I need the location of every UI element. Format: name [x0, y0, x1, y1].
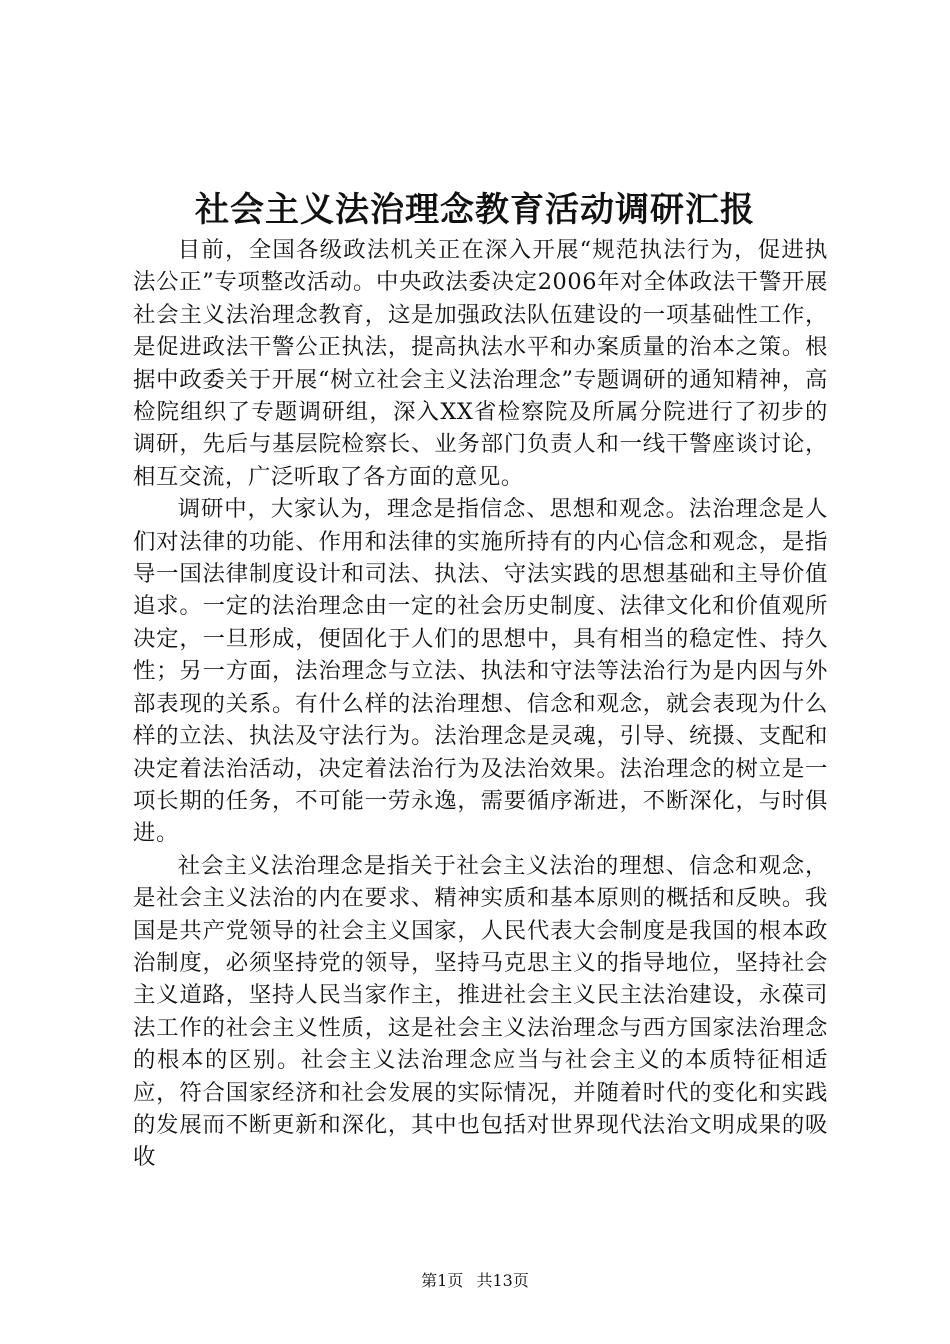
page-number: 第1页 [421, 1271, 464, 1290]
page-footer [0, 1270, 950, 1292]
document-title: 社会主义法治理念教育活动调研汇报 [195, 190, 755, 230]
paragraph-3: 社会主义法治理念是指关于社会主义法治的理想、信念和观念，是社会主义法治的内在要求、精神实质和基本原则的概括和反映。我国是共产党领导的社会主义国家，人民代表大会制度是我国的根本政治制度，必须坚持党的领导，坚持马克思主义的指导地位，坚持社会主义道路，坚持人民当家作主，推进社会主义民主法治建设，永葆司法工作的社会主义性质，这是社会主义法治理念与西方国家法治理念的根本的区别。社会主义法治理念应当与社会主义的本质特征相适应，符合国家经济和社会发展的实际情况，并随着时代的变化和实践的发展而不断更新和深化，其中也包括对世界现代法治文明成果的吸收 [133, 852, 828, 1171]
document-body [133, 234, 828, 1174]
paragraph-2: 调研中，大家认为，理念是指信念、思想和观念。法治理念是人们对法律的功能、作用和法律的实施所持有的内心信念和观念，是指导一国法律制度设计和司法、执法、守法实践的思想基础和主导价值追求。一定的法治理念由一定的社会历史制度、法律文化和价值观所决定，一旦形成，便固化于人们的思想中，具有相当的稳定性、持久性；另一方面，法治理念与立法、执法和守法等法治行为是内因与外部表现的关系。有什么样的法治理想、信念和观念，就会表现为什么样的立法、执法及守法行为。法治理念是灵魂，引导、统摄、支配和决定着法治活动，决定着法治行为及法治效果。法治理念的树立是一项长期的任务，不可能一劳永逸，需要循序渐进，不断深化，与时俱进。 [133, 496, 828, 847]
paragraph-1: 目前，全国各级政法机关正在深入开展“规范执法行为，促进执法公正”专项整改活动。中央政法委决定2006年对全体政法干警开展社会主义法治理念教育，这是加强政法队伍建设的一项基础性工作，是促进政法干警公正执法，提高执法水平和办案质量的治本之策。根据中政委关于开展“树立社会主义法治理念”专题调研的通知精神，高检院组织了专题调研组，深入XX省检察院及所属分院进行了初步的调研，先后与基层院检察长、业务部门负责人和一线干警座谈讨论，相互交流，广泛听取了各方面的意见。 [133, 237, 828, 490]
page-count: 共13页 [476, 1271, 529, 1290]
